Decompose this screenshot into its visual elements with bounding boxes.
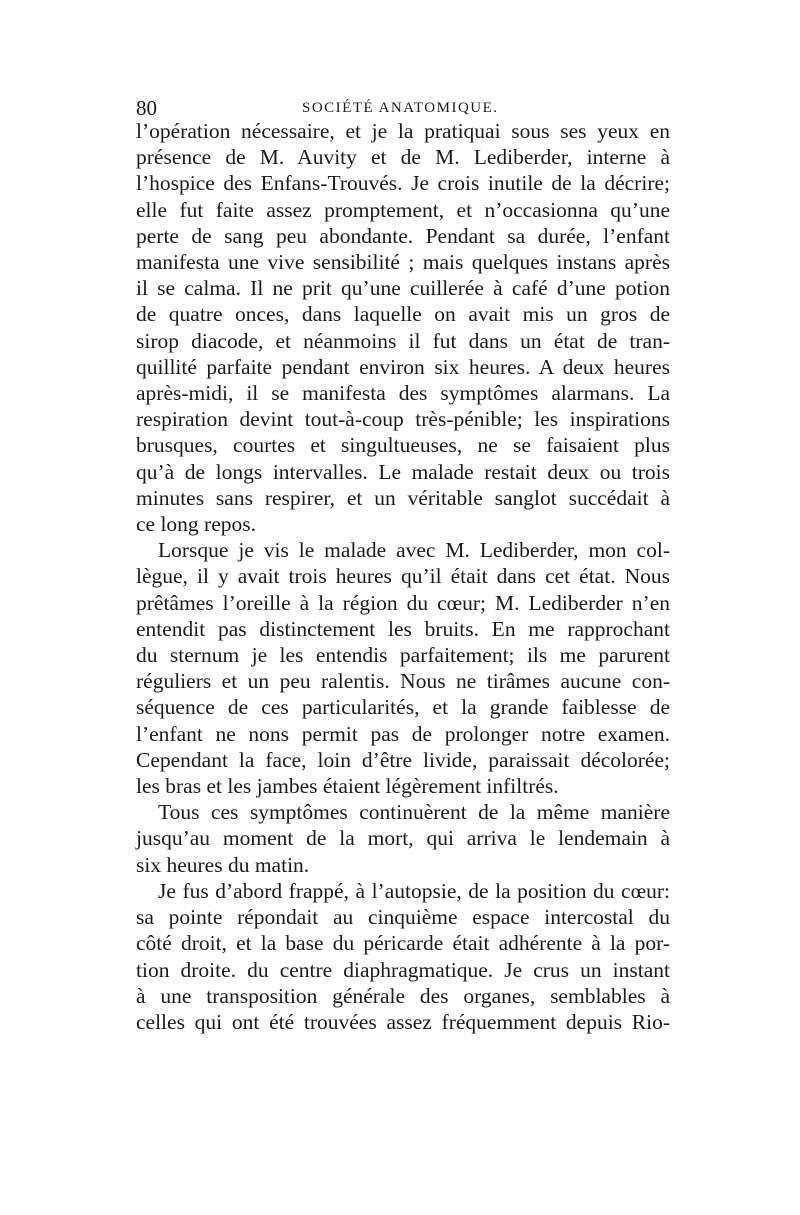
text-line: l’opération nécessaire, et je la pratiquai sous ses yeux en — [136, 119, 670, 143]
text-line: sa pointe répondait au cinquième espace intercostal du — [136, 905, 670, 930]
text-line: à une transposition générale des organes, semblables à — [136, 983, 670, 1008]
text-line: les bras et les jambes étaient légèrement infiltrés. — [136, 774, 559, 799]
text-line: l’hospice des Enfans-Trouvés. Je crois inutile de la décrire; — [136, 171, 670, 196]
text-line: du sternum je les entendis parfaitement; ils me parurent — [136, 643, 670, 668]
running-head: SOCIÉTÉ ANATOMIQUE. — [302, 100, 499, 116]
text-line: réguliers et un peu ralentis. Nous ne tirâmes aucune con- — [136, 669, 670, 694]
text-line: de quatre onces, dans laquelle on avait mis un gros de — [136, 302, 670, 327]
text-line: manifesta une vive sensibilité ; mais quelques instans après — [136, 250, 670, 275]
text-line: six heures du matin. — [136, 852, 310, 877]
text-line: tion droite. du centre diaphragmatique. Je crus un instant — [136, 957, 670, 982]
text-line: qu’à de longs intervalles. Le malade restait deux ou trois — [136, 459, 670, 484]
text-line: lègue, il y avait trois heures qu’il était dans cet état. Nous — [136, 564, 670, 589]
text-line: ce long repos. — [136, 512, 257, 537]
text-line: l’enfant ne nons permit pas de prolonger notre examen. — [136, 721, 670, 746]
page-number: 80 — [136, 96, 157, 120]
text-line: elle fut faite assez promptement, et n’occasionna qu’une — [136, 197, 670, 222]
body-text — [136, 118, 670, 1035]
text-line: prêtâmes l’oreille à la région du cœur; M. Lediberder n’en — [136, 590, 670, 615]
text-line: respiration devint tout-à-coup très-pénible; les inspirations — [136, 407, 670, 432]
text-line: minutes sans respirer, et un véritable sanglot succédait à — [136, 485, 670, 510]
text-line: brusques, courtes et singultueuses, ne se faisaient plus — [136, 433, 670, 458]
text-line: après-midi, il se manifesta des symptômes alarmans. La — [136, 381, 670, 406]
text-line: sirop diacode, et néanmoins il fut dans un état de tran- — [136, 328, 670, 353]
text-line: Tous ces symptômes continuèrent de la même manière — [158, 800, 670, 825]
text-line: Lorsque je vis le malade avec M. Lediberder, mon col- — [158, 538, 670, 563]
text-line: entendit pas distinctement les bruits. En me rapprochant — [136, 616, 670, 641]
text-line: Je fus d’abord frappé, à l’autopsie, de la position du cœur: — [158, 878, 670, 903]
text-line: côté droit, et la base du péricarde était adhérente à la por- — [136, 931, 670, 956]
text-line: Cependant la face, loin d’être livide, paraissait décolorée; — [136, 747, 670, 772]
text-line: perte de sang peu abondante. Pendant sa durée, l’enfant — [136, 223, 670, 248]
text-line: séquence de ces particularités, et la grande faiblesse de — [136, 695, 670, 720]
text-line: celles qui ont été trouvées assez fréquemment depuis Rio- — [136, 1009, 670, 1034]
text-line: présence de M. Auvity et de M. Lediberder, interne à — [136, 145, 670, 170]
text-line: quillité parfaite pendant environ six heures. A deux heures — [136, 354, 670, 379]
page-header — [136, 96, 670, 120]
text-line: jusqu’au moment de la mort, qui arriva le lendemain à — [136, 826, 670, 851]
text-line: il se calma. Il ne prit qu’une cuillerée à café d’une potion — [136, 276, 670, 301]
